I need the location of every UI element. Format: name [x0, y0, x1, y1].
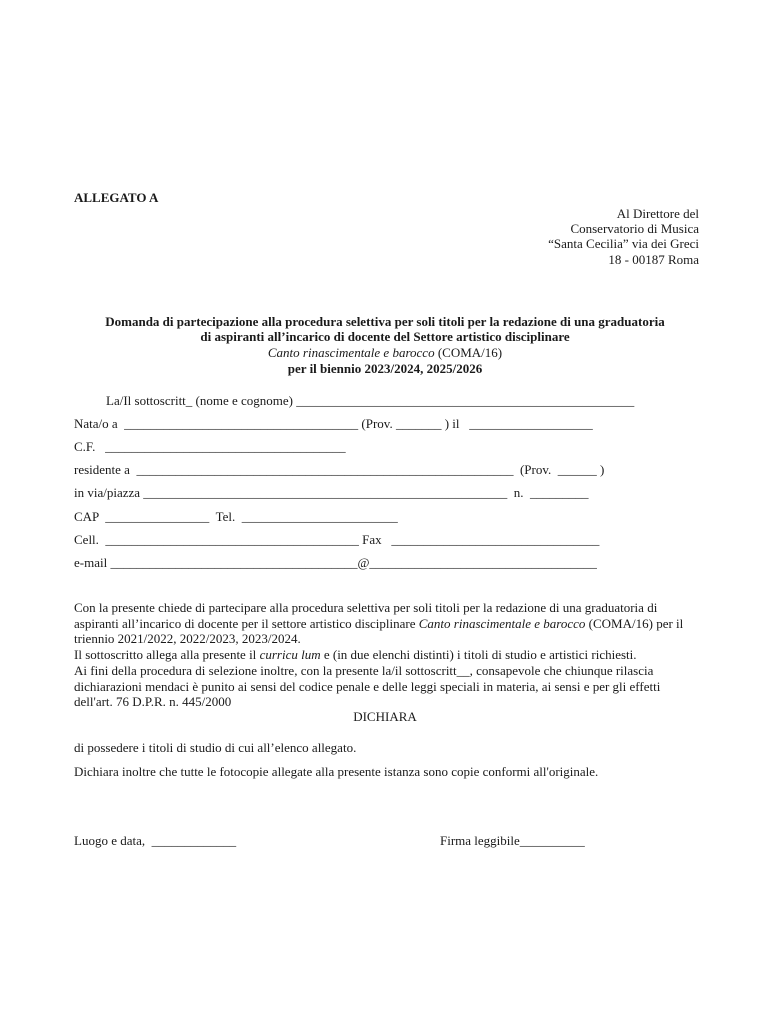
request-italic: Canto rinascimentale e barocco: [418, 615, 586, 631]
recipient-line: “Santa Cecilia” via dei Greci: [548, 236, 699, 251]
dichiara-heading: DICHIARA: [353, 709, 417, 724]
name-field[interactable]: La/Il sottoscritt_ (nome e cognome) ____________________________________________________: [106, 393, 635, 408]
request-text-end: (COMA/16) per il triennio 2021/2022, 2022/2023, 2023/2024.: [74, 615, 684, 646]
title-code: (COMA/16): [434, 345, 503, 360]
attachment-italic: curricu lum: [259, 647, 321, 662]
title-italic: Canto rinascimentale e barocco: [267, 345, 435, 360]
cell-fax-field[interactable]: Cell. _______________________________________ Fax ________________________________: [74, 532, 600, 547]
recipient-line: Conservatorio di Musica: [570, 221, 699, 236]
residence-field[interactable]: residente a __________________________________________________________ (Prov. ______ ): [74, 462, 605, 477]
street-field[interactable]: in via/piazza ________________________________________________________ n. _________: [74, 485, 589, 500]
birth-field[interactable]: Nata/o a ____________________________________ (Prov. _______ ) il ___________________: [74, 416, 593, 431]
request-paragraph: [74, 600, 700, 647]
attachment-paragraph: [74, 647, 700, 663]
declaration-item: di possedere i titoli di studio di cui all’elenco allegato.: [74, 740, 357, 755]
cap-tel-field[interactable]: CAP ________________ Tel. ________________________: [74, 509, 398, 524]
title-line: Domanda di partecipazione alla procedura selettiva per soli titoli per la redazione di una graduatoria: [105, 314, 665, 329]
declaration-item: Dichiara inoltre che tutte le fotocopie allegate alla presente istanza sono copie conformi all'originale.: [74, 764, 599, 779]
attachment-text: Il sottoscritto allega alla presente il: [74, 647, 260, 662]
place-date-field[interactable]: Luogo e data, _____________: [74, 833, 237, 848]
request-text: Con la presente chiede di partecipare alla procedura selettiva per soli titoli per la redazione di una graduatoria di aspiranti all’incarico di docente per il settore artistico disciplinare: [74, 600, 658, 631]
declaration-paragraph: Ai fini della procedura di selezione inoltre, con la presente la/il sottoscritt__, consapevole che chiunque rilascia dichiarazioni mendaci è punito ai sensi del codice penale e delle leggi speciali in materia, ai sensi e per gli effetti dell'art. 76 D.P.R. n. 445/2000: [74, 663, 661, 709]
title-line: per il biennio 2023/2024, 2025/2026: [287, 361, 483, 376]
email-field[interactable]: e-mail ______________________________________@___________________________________: [74, 555, 597, 570]
cf-field[interactable]: C.F. _____________________________________: [74, 439, 346, 454]
signature-field[interactable]: Firma leggibile__________: [440, 833, 585, 848]
attachment-text-end: e (in due elenchi distinti) i titoli di studio e artistici richiesti.: [320, 647, 637, 662]
recipient-line: 18 - 00187 Roma: [608, 252, 699, 267]
allegato-heading: ALLEGATO A: [74, 190, 159, 205]
recipient-line: Al Direttore del: [616, 206, 699, 221]
title-line: [40, 345, 730, 361]
title-line: di aspiranti all’incarico di docente del Settore artistico disciplinare: [200, 329, 570, 344]
